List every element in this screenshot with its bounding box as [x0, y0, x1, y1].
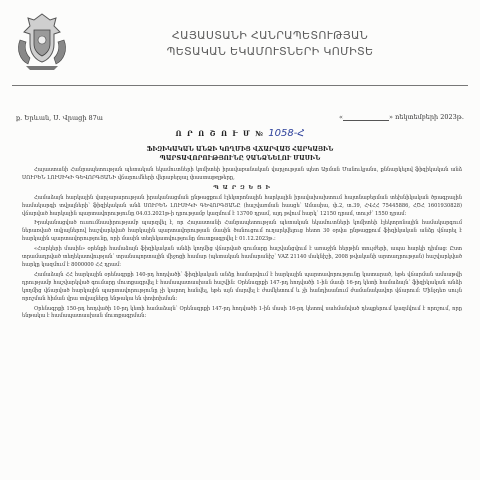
coat-of-arms-emblem: [10, 10, 74, 74]
order-number: 1058-Հ: [268, 128, 305, 139]
date-suffix: » ոեկտեմբերի 2023թ.: [389, 113, 464, 121]
order-title: [0, 128, 480, 139]
body-paragraph: «Հարկերի մասին» օրենքի համաձայն ֆիզիկական անձի կողմից վճարված գումարը հաշվանցվում է առաջին հերթին տույժերի, ապա հարկի դիմաց: Ըստ տրամադրված տեղեկատվության՝ տրանսպորտային միջոցի համար (պետական համարանիշ՝ VAZ 21140 մակնիշի, 2008 թվականի արտադրության) հաշվարկված հարկը կազմում է 8000000 ՀՀ դրամ:: [22, 246, 462, 268]
issuer-address: ք. Երևան, Ս. Վրացի 87ա: [16, 114, 103, 122]
section-heading: Պ Ա Ր Զ Ե Ց Ի: [213, 184, 271, 191]
subject-line-1: ՖԻԶԻԿԱԿԱՆ ԱՆՁԻ ԿՈՂՄԻՑ ՎՃԱՐՎԱԾ ՀԱՐԿԱՅԻՆ: [146, 146, 334, 153]
body-paragraph: Իրականացված ուսումնասիրությամբ պարզվել է, որ Հայաստանի Հանրապետության պետական եկամուտների կոմիտեի էլեկտրոնային համակարգում ներառված տվյալներով հաշվարկված հարկային պարտավորության մասին ծանուցում ուղարկվելուց հետո 30 օրվա ընթացքում ֆիզիկական անձը վճարել է հարկային պարտավորությունը, որի մասին տեղեկատվությունը մուտքագրվել է 01.12.2023թ.:: [22, 220, 462, 243]
issuer-header: [120, 28, 420, 60]
body-paragraph: Օրենսգրքի 150-րդ հոդվածի 10-րդ կետի համաձայն՝ Օրենսգրքի 147-րդ հոդվածի 1-ին մասի 16-րդ կետով սահմանված դեպքերում կազմվում է որոշում, որը ենթակա է համապատասխան մուտքագրման:: [22, 305, 462, 320]
body-paragraph: Համաձայն ՀՀ հարկային օրենսգրքի 140-րդ հոդվածի՝ ֆիզիկական անձը համարվում է հարկային պարտավորությունը կատարած, եթե վճարման ամսաթվի դրությամբ հաշվարկված գումարը մուտքագրվել է համապատասխան հաշվին: Օրենսգրքի 147-րդ հոդվածի 1-ին մասի 16-րդ կետի համաձայն՝ ֆիզիկական անձի կողմից վճարված հարկային պարտավորությունը չի կարող հանվել, եթե այն մարվել է ժամկետում և չի հանդիսանում ժամանակավոր վճարում: Մինչդեռ սույն որոշման հիման վրա տվյալները ենթակա են փոփոխման:: [22, 271, 462, 302]
date-blank: [343, 113, 389, 121]
issue-date: « » ոեկտեմբերի 2023թ.: [339, 113, 464, 121]
header-divider: [12, 85, 468, 86]
order-subject: [20, 145, 460, 163]
document-body: [22, 167, 462, 323]
subject-line-2: ՊԱՐՏԱՎՈՐՈՒԹՅՈՒՆԸ ՉԱՆՁՆԵԼՈՒ ՄԱՍԻՆ: [159, 155, 321, 162]
intro-paragraph: Հայաստանի Հանրապետության պետական եկամուտների կոմիտեի իրավաբանական վարչության պետ Արման Մանուկյանս, քննարկելով ֆիզիկական անձ ՍՈՒՐԵՆ ԼՈՒՍԻԿԻ ԳԵՎՈՐԳՅԱՆԻ վճարումների վերաբերյալ փաստաթղթերը,: [22, 167, 462, 181]
order-label: Ո Ր Ո Շ Ո Ւ Մ №: [175, 129, 265, 138]
header-line-1: ՀԱՅԱՍՏԱՆԻ ՀԱՆՐԱՊԵՏՈՒԹՅԱՆ: [171, 29, 369, 42]
body-paragraph: Համաձայն հարկային վարչարարության իրականացման ընթացքում էլեկտրոնային հարկային իրավախախտում հայտնաբերման տեխնիկական ծրագրային համակարգի տվյալների՝ ֆիզիկական անձ ՍՈՒՐԵՆ ԼՈՒՍԻԿԻ ԳԵՎՈՐԳՅԱՆԸ (հաշվառման հասցե՝ Ամասիա, փ.2, տ.39, ՀՎՀՀ 75445886, ՀԾՀ 1601930828) վճարված հարկային պարտավորությունը 04.03.2021թ-ի դրությամբ կազմում է 13700 դրամ, այդ թվում հարկ՝ 12150 դրամ, տույժ՝ 1550 դրամ:: [22, 194, 462, 217]
header-line-2: ՊԵՏԱԿԱՆ ԵԿԱՄՈՒՏՆԵՐԻ ԿՈՄԻՏԵ: [166, 45, 374, 58]
